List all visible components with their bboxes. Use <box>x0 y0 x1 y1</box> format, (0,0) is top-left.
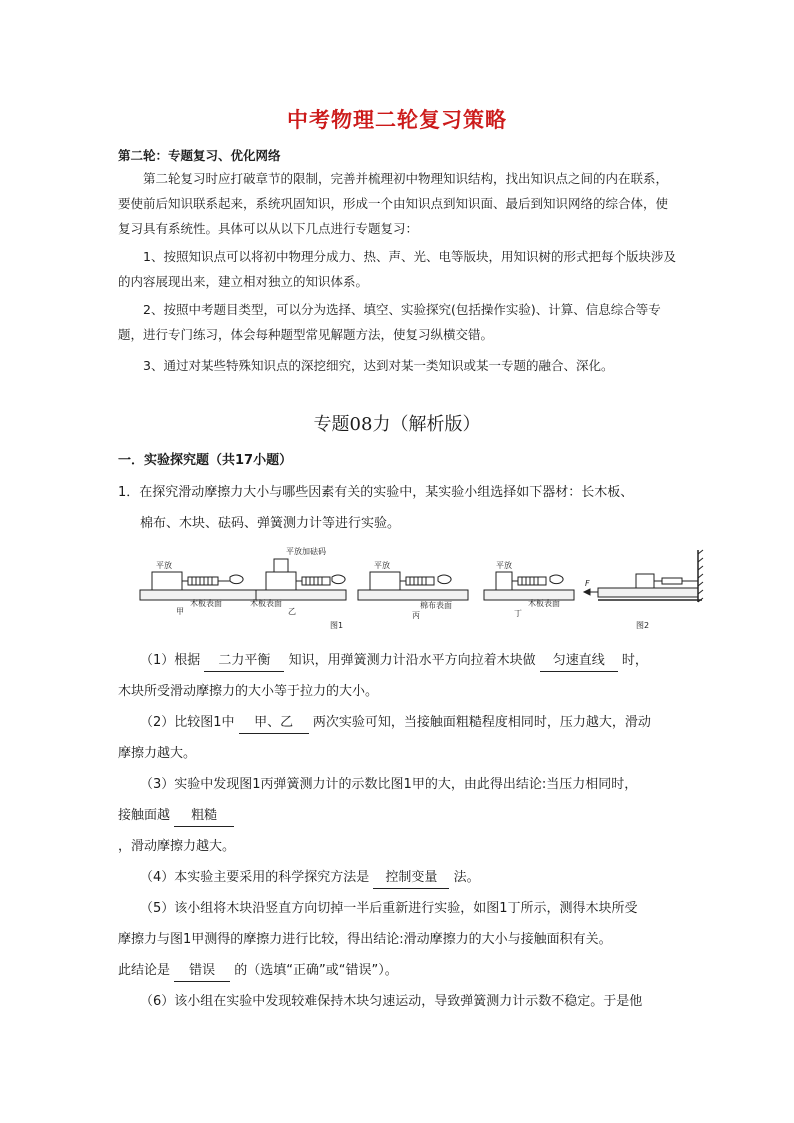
stem-line-2: 棉布、木块、砝码、弹簧测力计等进行实验。 <box>140 516 401 531</box>
sub-question-2: （2）比较图1中 甲、乙 两次实验可知，当接触面粗糙程度相同时，压力越大，滑动 摩擦力越大。 <box>118 715 651 761</box>
label-flat-bing: 平放 <box>374 561 390 570</box>
label-yi: 乙 <box>288 607 296 616</box>
label-jia: 甲 <box>176 607 184 616</box>
label-flat-jia: 平放 <box>156 561 172 570</box>
label-flat-ding: 平放 <box>496 561 512 570</box>
label-wood-ding: 木板表面 <box>528 599 560 608</box>
label-cloth-bing: 棉布表面 <box>420 601 452 610</box>
stem-line-1: 在探究滑动摩擦力大小与哪些因素有关的实验中，某实验小组选择如下器材：长木板、 <box>139 485 634 500</box>
answer-blank-4: 控制变量 <box>373 868 449 889</box>
label-fig1: 图1 <box>330 621 344 630</box>
experiment-figure <box>136 546 716 634</box>
topic-title: 专题08力（解析版） <box>313 414 481 435</box>
answer-blank-5: 错误 <box>174 961 230 982</box>
answer-blank-2: 甲、乙 <box>239 713 309 734</box>
label-wood-yi: 木板表面 <box>250 599 282 608</box>
question-number: 1． <box>118 485 140 500</box>
label-force: F <box>585 579 590 588</box>
document-title: 中考物理二轮复习策略 <box>287 108 507 132</box>
label-ding: 丁 <box>514 609 522 618</box>
point-1: 1、按照知识点可以将初中物理分成力、热、声、光、电等版块，用知识树的形式把每个版块涉及的内容展现出来，建立相对独立的知识体系。 <box>118 249 676 289</box>
question-stem <box>118 477 683 539</box>
round-label: 第二轮：专题复习、优化网络 <box>118 148 281 163</box>
point-3: 3、通过对某些特殊知识点的深挖细究，达到对某一类知识或某一专题的融合、深化。 <box>143 358 614 373</box>
label-fig2: 图2 <box>636 621 650 630</box>
point-2: 2、按照中考题目类型，可以分为选择、填空、实验探究(包括操作实验)、计算、信息综合等专题，进行专门练习，体会每种题型常见解题方法，使复习纵横交错。 <box>118 302 661 342</box>
answer-blank-1b: 匀速直线 <box>540 651 618 672</box>
intro-paragraph: 第二轮复习时应打破章节的限制，完善并梳理初中物理知识结构，找出知识点之间的内在联系，要使前后知识联系起来，系统巩固知识，形成一个由知识点到知识面、最后到知识网络的综合体，使复习具有系统性。具体可以从以下几点进行专题复习： <box>118 171 669 236</box>
label-flat-weight: 平放加砝码 <box>286 547 326 556</box>
answer-blank-1a: 二力平衡 <box>204 651 284 672</box>
section-title: 一．实验探究题（共17小题） <box>118 453 293 468</box>
sub-question-4: （4）本实验主要采用的科学探究方法是 控制变量 法。 <box>118 862 683 893</box>
sub-question-3: （3）实验中发现图1丙弹簧测力计的示数比图1甲的大，由此得出结论:当压力相同时， 接触面越 粗糙 ，滑动摩擦力越大。 <box>118 777 638 854</box>
sub-question-5: （5）该小组将木块沿竖直方向切掉一半后重新进行实验，如图1丁所示，测得木块所受 摩擦力与图1甲测得的摩擦力进行比较，得出结论:滑动摩擦力的大小与接触面积有关。 此结论是 错误 的（选填“正确”或“错误”）。 <box>118 893 683 986</box>
answer-blank-3: 粗糙 <box>174 806 234 827</box>
sub-question-1: （1）根据 二力平衡 知识，用弹簧测力计沿水平方向拉着木块做 匀速直线 时， 木块所受滑动摩擦力的大小等于拉力的大小。 <box>118 653 648 699</box>
label-wood-jia: 木板表面 <box>190 599 222 608</box>
sub-question-6: （6）该小组在实验中发现较难保持木块匀速运动，导致弹簧测力计示数不稳定。于是他 <box>140 994 643 1009</box>
label-bing: 丙 <box>412 611 420 620</box>
